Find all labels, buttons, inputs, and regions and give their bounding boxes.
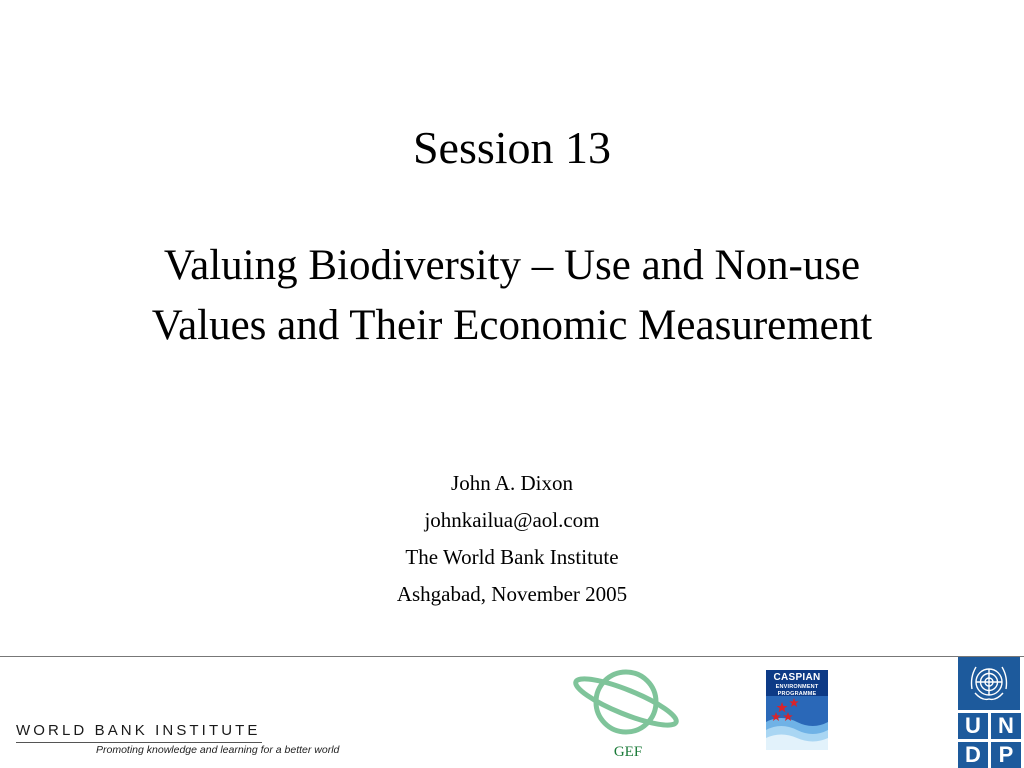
caspian-title: CASPIAN [773, 672, 821, 683]
author-email: johnkailua@aol.com [424, 508, 600, 532]
author-institution: The World Bank Institute [405, 545, 619, 569]
gef-logo [568, 662, 688, 766]
undp-logo [958, 657, 1024, 768]
undp-emblem [958, 657, 1020, 710]
caspian-subtitle-line-1: ENVIRONMENT [775, 684, 819, 690]
wbi-rule [16, 742, 262, 743]
caspian-environment-programme-logo [766, 670, 828, 750]
location-date: Ashgabad, November 2005 [396, 582, 628, 606]
wbi-tagline: Promoting knowledge and learning for a better world [96, 744, 340, 756]
gef-label: GEF [613, 744, 643, 760]
session-heading: Session 13 [412, 122, 612, 173]
slide-title-line-2: Values and Their Economic Measurement [151, 302, 873, 349]
gef-globe-icon [568, 662, 688, 746]
undp-letter-u: U [958, 713, 988, 739]
undp-letter-d: D [958, 742, 988, 768]
slide-title [20, 236, 1004, 356]
undp-letter-n: N [991, 713, 1021, 739]
slide-title-line-1: Valuing Biodiversity – Use and Non-use [163, 242, 861, 289]
author-name: John A. Dixon [451, 471, 573, 495]
footer-divider [0, 656, 1024, 657]
world-bank-institute-logo [16, 722, 356, 762]
caspian-waves-stars-icon [766, 696, 828, 750]
wbi-name: WORLD BANK INSTITUTE [16, 722, 261, 739]
caspian-subtitle-line-2: PROGRAMME [777, 690, 817, 697]
author-block [0, 465, 1024, 613]
undp-letter-p: P [991, 742, 1021, 768]
un-emblem-icon [958, 657, 1020, 710]
